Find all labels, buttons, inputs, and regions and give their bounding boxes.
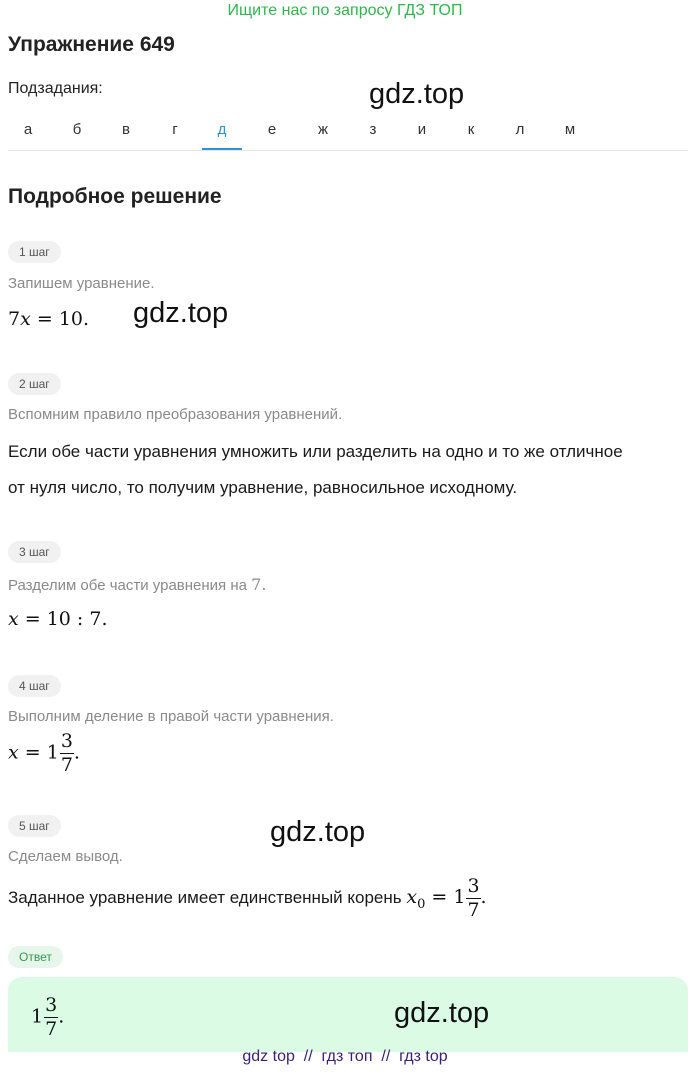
step-badge: 5 шаг — [8, 815, 61, 837]
page-title: Упражнение 649 — [8, 33, 175, 56]
tab-z[interactable]: з — [369, 121, 377, 138]
promo-banner[interactable]: Ищите нас по запросу ГДЗ ТОП — [227, 2, 463, 19]
tab-g[interactable]: г — [172, 121, 178, 138]
tab-e[interactable]: е — [267, 121, 277, 138]
tab-i[interactable]: и — [417, 121, 427, 138]
answer-value: 1 $\frac{3}{7}$ . — [31, 994, 65, 1040]
solution-title: Подробное решение — [8, 185, 222, 208]
watermark: gdz.top — [369, 78, 465, 110]
answer-badge: Ответ — [8, 946, 63, 968]
tab-l[interactable]: л — [515, 121, 525, 138]
subtask-tabs — [8, 112, 688, 151]
step-badge: 4 шаг — [8, 675, 61, 697]
tab-v[interactable]: в — [122, 121, 130, 138]
rule-text-line-2: от нуля число, то получим уравнение, равносильное исходному. — [8, 478, 518, 497]
tab-k[interactable]: к — [467, 121, 475, 138]
footer-links[interactable]: gdz top // гдз топ // гдз top — [242, 1048, 448, 1065]
tab-d[interactable]: д — [202, 112, 242, 150]
step-caption: Запишем уравнение. — [8, 275, 155, 292]
step-badge: 2 шаг — [8, 373, 61, 395]
tab-a[interactable]: а — [23, 121, 33, 138]
step-caption: Вспомним правило преобразования уравнений. — [8, 406, 343, 423]
step-badge: 3 шаг — [8, 541, 61, 563]
fraction: $\frac{3}{7}$ — [45, 994, 58, 1040]
tab-b[interactable]: б — [72, 121, 82, 138]
watermark: gdz.top — [394, 997, 490, 1029]
step-equation: x = 10 : 7. — [8, 608, 108, 630]
step-badge: 1 шаг — [8, 241, 61, 263]
step-caption: Разделим обе части уравнения на 7. — [8, 575, 267, 594]
rule-text-line-1: Если обе части уравнения умножить или разделить на одно и то же отличное — [8, 442, 623, 461]
fraction: $\frac{3}{7}$ — [60, 730, 73, 776]
conclusion-text: Заданное уравнение имеет единственный корень $x_0 = 1$ $\frac{3}{7}$ . — [8, 874, 487, 921]
step-caption: Сделаем вывод. — [8, 848, 123, 865]
watermark: gdz.top — [133, 297, 229, 329]
step-equation: 7x = 10. — [8, 308, 90, 330]
watermark: gdz.top — [270, 816, 366, 848]
step-equation: x = 1 $\frac{3}{7}$ . — [8, 730, 80, 776]
subtasks-label: Подзадания: — [8, 80, 103, 97]
answer-box — [8, 977, 688, 1052]
tab-zh[interactable]: ж — [317, 121, 329, 138]
fraction: $\frac{3}{7}$ — [467, 874, 480, 921]
step-caption: Выполним деление в правой части уравнения. — [8, 708, 334, 725]
tab-m[interactable]: м — [564, 121, 576, 138]
